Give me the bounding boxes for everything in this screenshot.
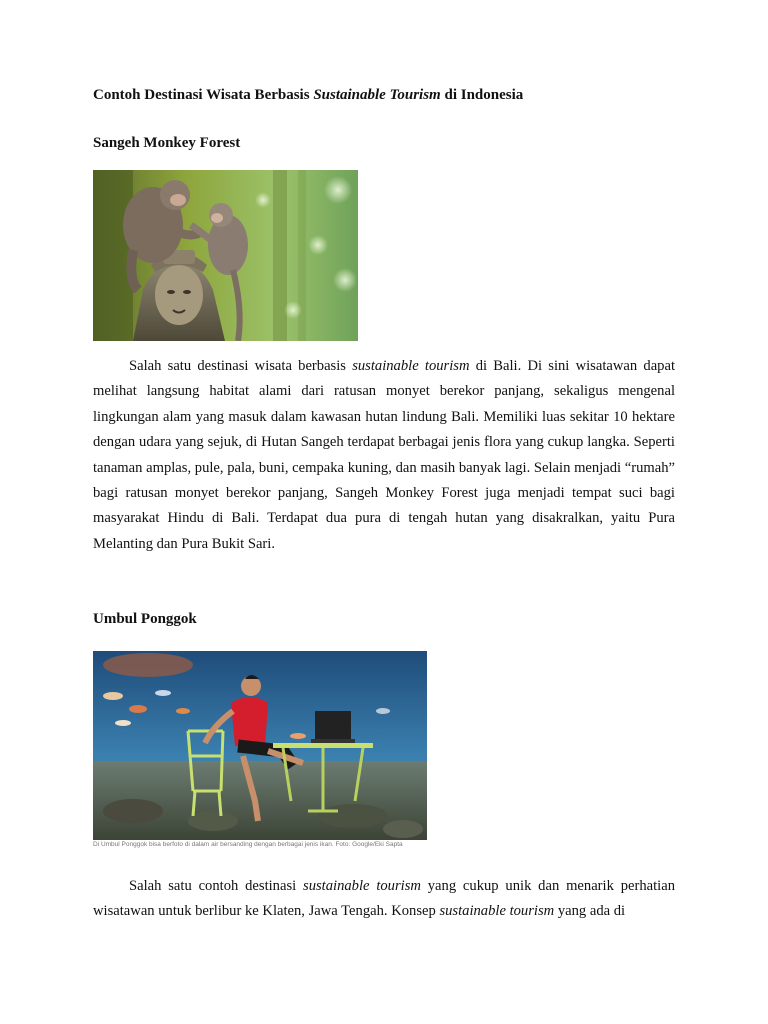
underwater-photo <box>93 651 427 840</box>
section-heading-sangeh: Sangeh Monkey Forest <box>93 135 241 151</box>
paragraph-ponggok: Salah satu contoh destinasi sustainable tourism yang cukup unik dan menarik perhatian wisatawan untuk berlibur ke Klaten, Jawa Tengah. Konsep sustainable tourism yang ada di <box>93 878 675 920</box>
photo-caption: Di Umbul Ponggok bisa berfoto di dalam air bersanding dengan berbagai jenis ikan. Foto: Google/Eki Sapta <box>93 841 403 848</box>
monkeys-on-statue-photo <box>93 170 358 341</box>
paragraph-sangeh: Salah satu destinasi wisata berbasis sustainable tourism di Bali. Di sini wisatawan dapat melihat langsung habitat alami dari ratusan monyet berekor panjang, sekaligus mengenal lingkungan alam yang masuk dalam kawasan hutan lindung Bali. Memiliki luas sekitar 10 hektare dengan udara yang sejuk, di Hutan Sangeh terdapat berbagai jenis flora yang cukup langka. Seperti tanaman amplas, pule, pala, buni, cempaka kuning, dan masih banyak lagi. Selain menjadi “rumah” bagi ratusan monyet berekor panjang, Sangeh Monkey Forest juga menjadi tempat suci bagi masyarakat Hindu di Bali. Terdapat dua pura di tengah hutan yang disakralkan, yaitu Pura Melanting dan Pura Bukit Sari. <box>93 358 675 552</box>
section-heading-ponggok: Umbul Ponggok <box>93 611 197 627</box>
document-title: Contoh Destinasi Wisata Berbasis Sustainable Tourism di Indonesia <box>93 87 524 103</box>
